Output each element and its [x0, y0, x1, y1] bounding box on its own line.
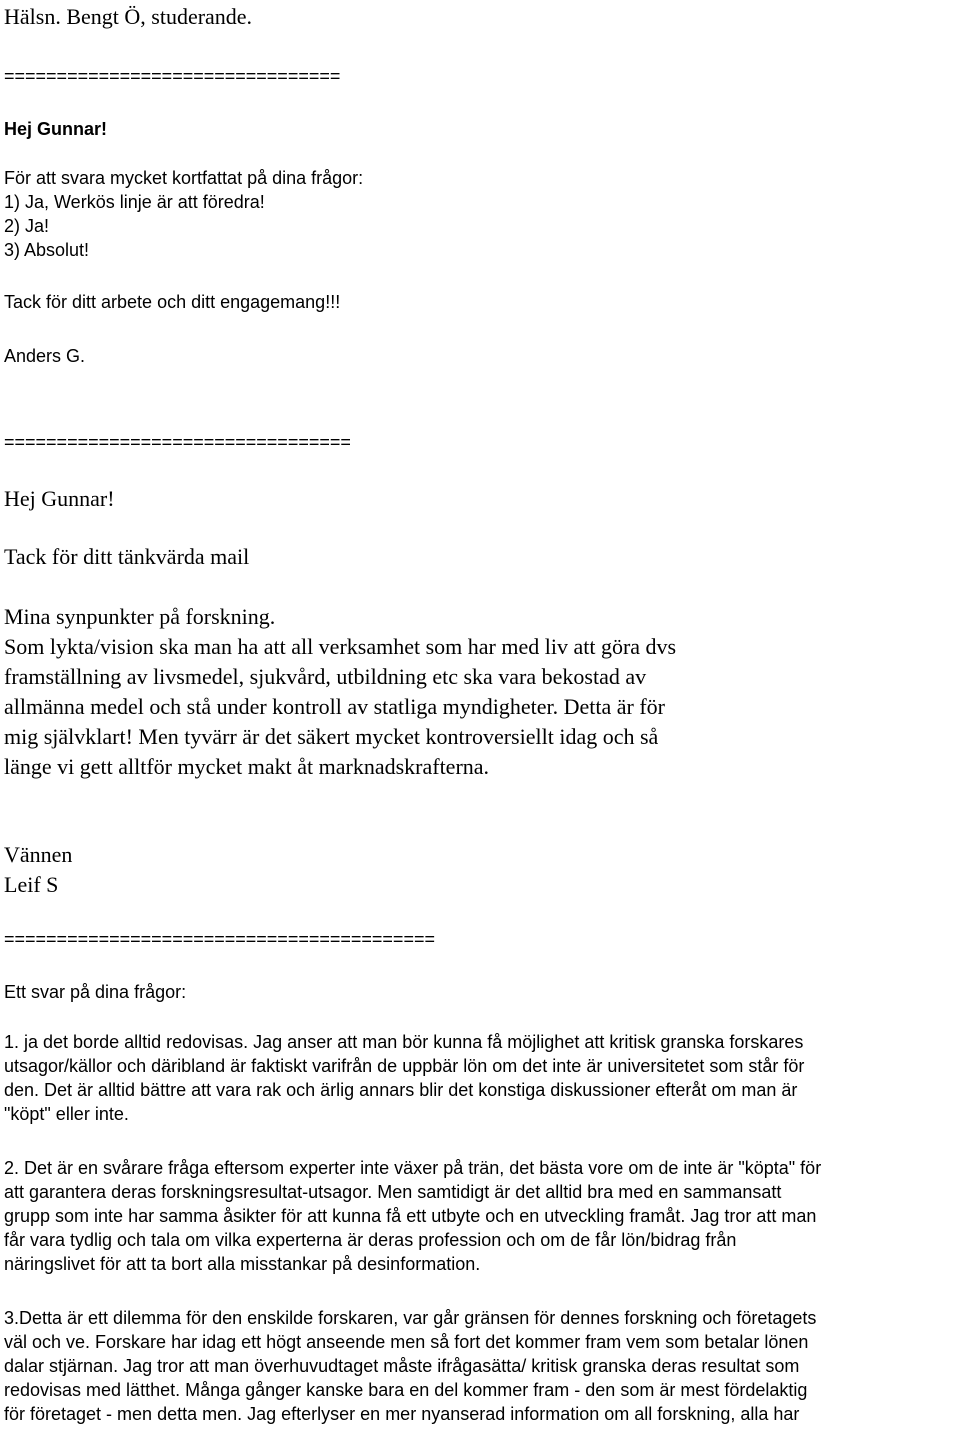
leif-closing: Vännen	[4, 842, 73, 867]
anders-intro: För att svara mycket kortfattat på dina frågor:	[4, 168, 364, 188]
answer-3-line: för företaget - men detta men. Jag efterlyser en mer nyanserad information om all forskning, alla har	[4, 1404, 800, 1424]
answer-2-line: 2. Det är en svårare fråga eftersom experter inte växer på trän, det bästa vore om de inte är "köpta" för	[4, 1158, 822, 1178]
anders-thanks: Tack för ditt arbete och ditt engagemang!!!	[4, 292, 341, 312]
leif-heading: Mina synpunkter på forskning.	[4, 604, 276, 629]
answer-3-line: väl och ve. Forskare har idag ett högt anseende men så fort det kommer fram vem som betalar lönen	[4, 1332, 809, 1352]
leif-body-line: Som lykta/vision ska man ha att all verksamhet som har med liv att göra dvs	[4, 634, 677, 659]
answer-3-line: 3.Detta är ett dilemma för den enskilde forskaren, var går gränsen för dennes forskning och företagets	[4, 1308, 817, 1328]
leif-body-line: mig självklart! Men tyvärr är det säkert mycket kontroversiellt idag och så	[4, 724, 659, 749]
signoff-bengt: Hälsn. Bengt Ö, studerande.	[4, 4, 253, 29]
greeting-leif: Hej Gunnar!	[4, 486, 115, 511]
answer-2-line: att garantera deras forskningsresultat-utsagor. Men samtidigt är det alltid bra med en sammansatt	[4, 1182, 782, 1202]
answer-3-line: dalar stjärnan. Jag tror att man överhuvudtaget måste ifrågasätta/ kritisk granska deras resultat som	[4, 1356, 800, 1376]
leif-signature: Leif S	[4, 872, 59, 897]
anders-answer-3: 3) Absolut!	[4, 240, 90, 260]
separator-2: =================================	[4, 432, 351, 452]
answer-1-line: "köpt" eller inte.	[4, 1104, 129, 1124]
leif-body-line: allmänna medel och stå under kontroll av statliga myndigheter. Detta är för	[4, 694, 666, 719]
leif-body-line: framställning av livsmedel, sjukvård, utbildning etc ska vara bekostad av	[4, 664, 647, 689]
anders-answer-1: 1) Ja, Werkös linje är att föredra!	[4, 192, 265, 212]
answer-1-line: den. Det är alltid bättre att vara rak och ärlig annars blir det konstiga diskussioner efteråt om man är	[4, 1080, 798, 1100]
leif-thanks: Tack för ditt tänkvärda mail	[4, 544, 250, 569]
answer-intro: Ett svar på dina frågor:	[4, 982, 187, 1002]
answer-2-line: näringslivet för att ta bort alla misstankar på desinformation.	[4, 1254, 481, 1274]
answer-1-line: 1. ja det borde alltid redovisas. Jag anser att man bör kunna få möjlighet att kritisk granska forskares	[4, 1032, 804, 1052]
greeting-anders: Hej Gunnar!	[4, 119, 108, 139]
answer-3-line: redovisas med lätthet. Många gånger kanske bara en del kommer fram - den som är mest fördelaktig	[4, 1380, 808, 1400]
anders-answer-2: 2) Ja!	[4, 216, 50, 236]
answer-2-line: grupp som inte har samma åsikter för att kunna få ett utbyte och en utveckling framåt. Jag tror att man	[4, 1206, 817, 1226]
separator-1: ================================	[4, 66, 341, 86]
separator-3: =========================================	[4, 929, 435, 949]
answer-2-line: får vara tydlig och tala om vilka experterna är deras profession och om de får lön/bidrag från	[4, 1230, 737, 1250]
anders-signature: Anders G.	[4, 346, 86, 366]
answer-1-line: utsagor/källor och däribland är faktiskt varifrån de uppbär lön om det inte är universitetet som står för	[4, 1056, 805, 1076]
leif-body-line: länge vi gett alltför mycket makt åt marknadskrafterna.	[4, 754, 490, 779]
